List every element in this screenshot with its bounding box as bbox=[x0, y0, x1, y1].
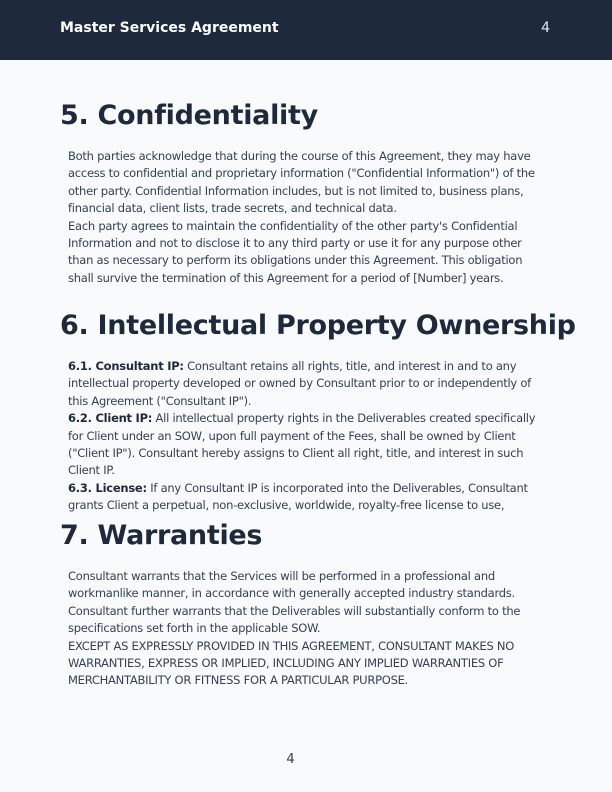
ip-clause-client bbox=[68, 410, 544, 480]
header-page-number: 4 bbox=[541, 20, 550, 36]
clause-label: 6.3. License: bbox=[68, 480, 147, 495]
warranties-disclaimer: EXCEPT AS EXPRESSLY PROVIDED IN THIS AGREEMENT, CONSULTANT MAKES NO WARRANTIES, EXPRESS OR IMPLIED, INCLUDING ANY IMPLIED WARRANTIES OF MERCHANTABILITY OR FITNESS FOR A PARTICULAR PURPOSE. bbox=[68, 638, 515, 688]
confidentiality-body bbox=[68, 148, 544, 287]
clause-text: Consultant retains all rights, title, and interest in and to any intellectual property developed or owned by Consultant prior to or independently of this Agreement ("Consultant IP"). bbox=[68, 359, 531, 408]
document-title: Master Services Agreement bbox=[60, 20, 279, 36]
clause-text: If any Consultant IP is incorporated into the Deliverables, Consultant grants Client a perpetual, non-exclusive, worldwide, royalty-free license to use, bbox=[68, 480, 528, 513]
warranties-paragraph: Consultant warrants that the Services will be performed in a professional and workmanlike manner, in accordance with generally accepted industry standards. bbox=[68, 569, 515, 601]
ip-body bbox=[68, 358, 544, 515]
document-header bbox=[0, 0, 612, 60]
warranties-paragraph: Consultant further warrants that the Deliverables will substantially conform to the specifications set forth in the applicable SOW. bbox=[68, 603, 521, 636]
footer-page-number: 4 bbox=[286, 752, 295, 767]
section-title-confidentiality: 5. Confidentiality bbox=[60, 100, 318, 131]
section-title-warranties: 7. Warranties bbox=[60, 520, 263, 551]
warranties-body bbox=[68, 568, 544, 690]
clause-label: 6.2. Client IP: bbox=[68, 411, 153, 426]
ip-clause-license bbox=[68, 480, 544, 515]
section-title-ip-ownership: 6. Intellectual Property Ownership bbox=[60, 310, 576, 341]
clause-label: 6.1. Consultant IP: bbox=[68, 359, 184, 373]
ip-clause-consultant bbox=[68, 358, 544, 410]
confidentiality-paragraph: Both parties acknowledge that during the course of this Agreement, they may have access to confidential and proprietary information ("Confidential Information") of the other party. Confidential Information includes, but is not limited to, business plans, financial data, client lists, trade secrets, and technical data. bbox=[68, 149, 535, 216]
clause-text: All intellectual property rights in the Deliverables created specifically for Client under an SOW, upon full payment of the Fees, shall be owned by Client ("Client IP"). Consultant hereby assigns to Client all right, title, and interest in such Client IP. bbox=[68, 411, 536, 478]
confidentiality-paragraph: Each party agrees to maintain the confidentiality of the other party's Confidential Information and not to disclose it to any third party or use it for any purpose other than as necessary to perform its obligations under this Agreement. This obligation shall survive the termination of this Agreement for a period of [Number] years. bbox=[68, 218, 523, 285]
